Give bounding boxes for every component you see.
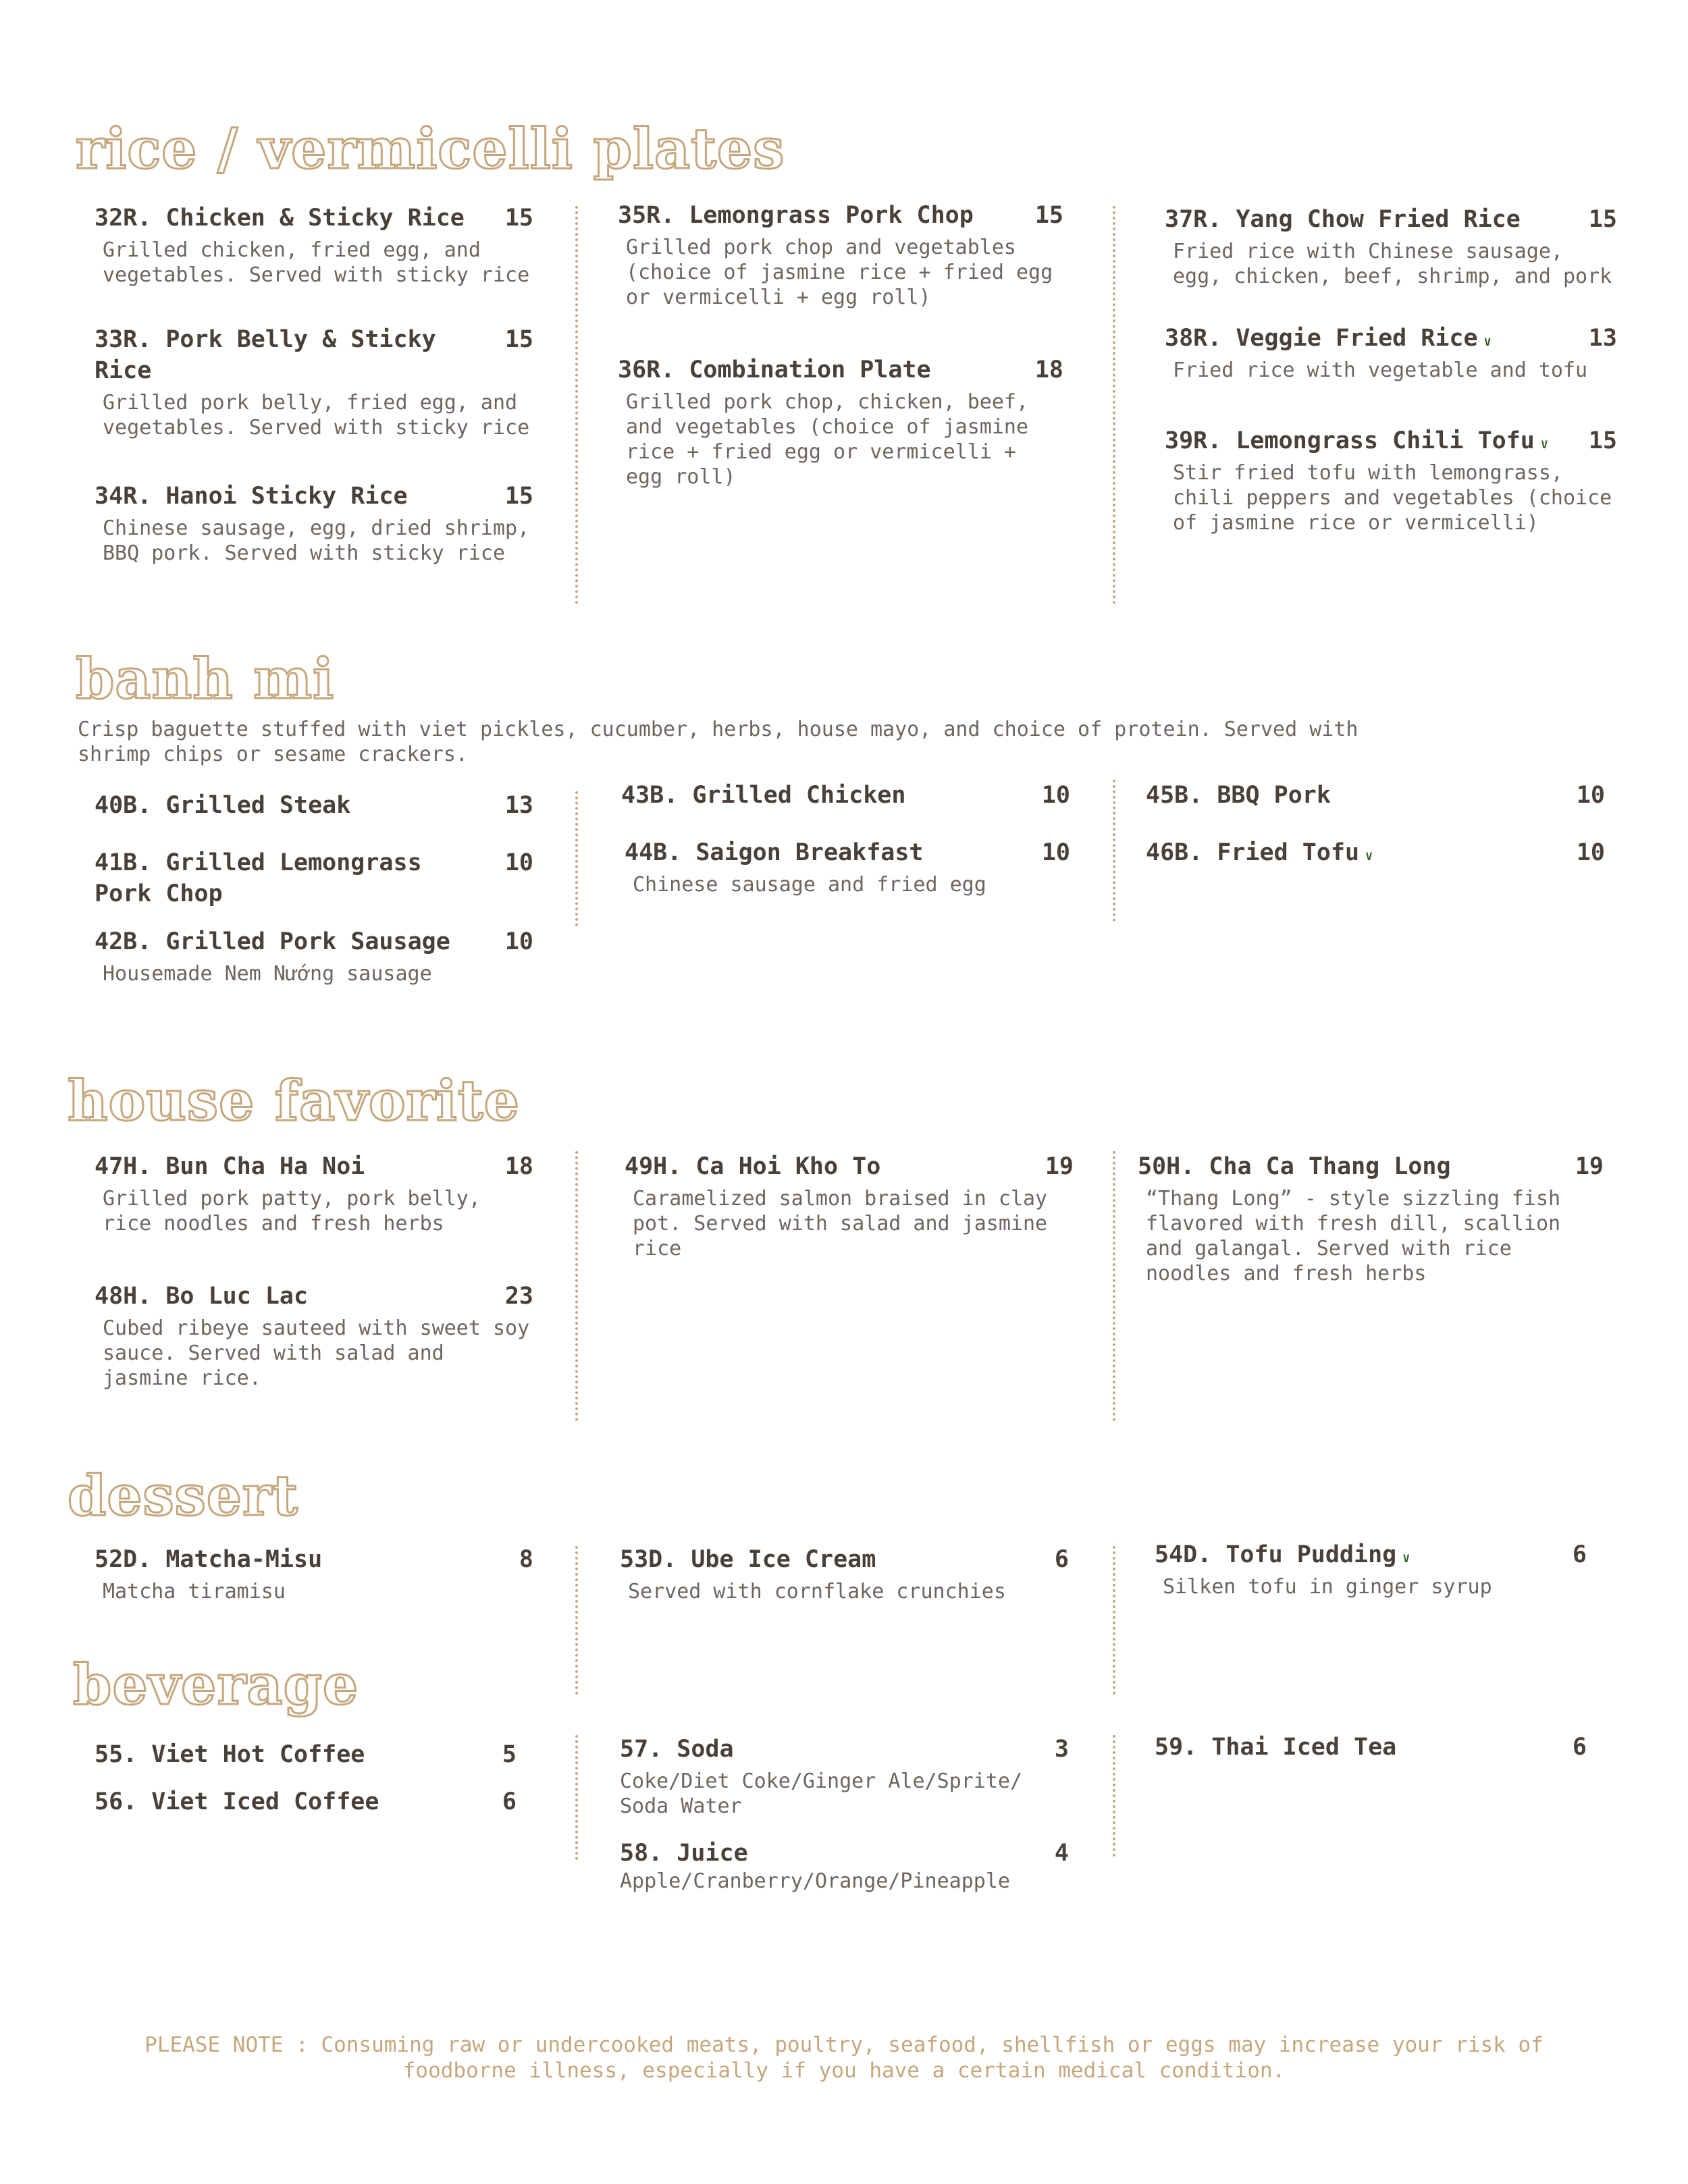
item-description: Grilled pork chop, chicken, beef, and vegetables (choice of jasmine rice + fried egg or vermicelli + egg roll) xyxy=(626,390,1029,489)
menu-item xyxy=(1165,204,1617,289)
menu-item xyxy=(95,847,533,909)
item-description: Chinese sausage and fried egg xyxy=(633,873,986,897)
item-price: 10 xyxy=(1041,782,1070,809)
item-name: 44B. Saigon Breakfast xyxy=(625,839,924,866)
column-divider xyxy=(575,206,578,604)
menu-item xyxy=(625,837,1070,897)
column-divider xyxy=(575,1151,578,1421)
item-price: 10 xyxy=(1576,839,1605,866)
item-price: 19 xyxy=(1575,1153,1604,1180)
column-divider xyxy=(575,1546,578,1695)
item-name: 36R. Combination Plate xyxy=(618,356,931,383)
item-price: 6 xyxy=(1054,1546,1069,1573)
item-price: 15 xyxy=(504,483,533,510)
item-name: 56. Viet Iced Coffee xyxy=(95,1788,379,1815)
item-name: 40B. Grilled Steak xyxy=(95,792,351,819)
section-title-beverage: beverage xyxy=(73,1653,359,1717)
item-description: Grilled pork patty, pork belly, rice noodles and fresh herbs xyxy=(103,1187,481,1235)
item-name: 42B. Grilled Pork Sausage xyxy=(95,928,450,955)
column-divider xyxy=(575,1735,578,1860)
item-name: 58. Juice xyxy=(620,1840,748,1867)
item-description: Apple/Cranberry/Orange/Pineapple xyxy=(620,1869,1010,1893)
menu-item xyxy=(618,200,1063,310)
item-name: 39R. Lemongrass Chili Tofu xyxy=(1165,427,1535,454)
item-price: 15 xyxy=(1034,202,1063,229)
menu-item xyxy=(1146,837,1605,868)
menu-item xyxy=(1165,323,1617,383)
item-description: Cubed ribeye sauteed with sweet soy sauce. Served with salad and jasmine rice. xyxy=(103,1316,530,1390)
menu-item xyxy=(620,1838,1069,1894)
item-description: Chinese sausage, egg, dried shrimp, BBQ pork. Served with sticky rice xyxy=(103,516,530,565)
item-price: 19 xyxy=(1045,1153,1074,1180)
item-price: 15 xyxy=(1588,427,1617,454)
item-price: 6 xyxy=(1572,1541,1587,1568)
item-description: “Thang Long” - style sizzling fish flavored with fresh dill, scallion and galangal. Served with rice noodles and fresh herbs xyxy=(1146,1187,1561,1285)
item-price: 18 xyxy=(1034,356,1063,383)
item-description: Served with cornflake crunchies xyxy=(628,1580,1006,1603)
column-divider xyxy=(1113,1151,1115,1421)
item-description: Stir fried tofu with lemongrass, chili peppers and vegetables (choice of jasmine rice or vermicelli) xyxy=(1173,461,1612,535)
item-price: 4 xyxy=(1054,1840,1069,1867)
item-name: 59. Thai Iced Tea xyxy=(1155,1734,1397,1761)
allergy-disclaimer: PLEASE NOTE : Consuming raw or undercooked meats, poultry, seafood, shellfish or eggs may increase your risk of foodborne illness, especially if you have a certain medical condition. xyxy=(144,2033,1544,2083)
item-description: Fried rice with Chinese sausage, egg, chicken, beef, shrimp, and pork xyxy=(1173,240,1612,288)
item-description: Grilled pork chop and vegetables (choice of jasmine rice + fried egg or vermicelli + egg roll) xyxy=(626,236,1053,309)
item-name: 35R. Lemongrass Pork Chop xyxy=(618,202,974,229)
column-divider xyxy=(1113,1735,1115,1857)
item-description: Fried rice with vegetable and tofu xyxy=(1173,358,1588,382)
menu-item xyxy=(620,1734,1069,1819)
menu-item xyxy=(1138,1151,1604,1286)
item-name: 55. Viet Hot Coffee xyxy=(95,1741,365,1768)
section-title-banh-mi: banh mi xyxy=(76,647,335,712)
item-price: 18 xyxy=(504,1153,533,1180)
item-price: 23 xyxy=(504,1283,533,1310)
item-name: 46B. Fried Tofu xyxy=(1146,839,1360,866)
menu-item xyxy=(95,1281,533,1391)
menu-item xyxy=(95,203,533,288)
vegetarian-badge: V xyxy=(1365,850,1373,863)
item-price: 3 xyxy=(1054,1736,1069,1763)
item-description: Coke/Diet Coke/Ginger Ale/Sprite/ Soda Water xyxy=(620,1769,1023,1818)
menu-item xyxy=(621,780,1070,811)
menu-item xyxy=(95,1544,533,1604)
item-price: 10 xyxy=(504,849,533,876)
item-name: 54D. Tofu Pudding xyxy=(1155,1541,1397,1568)
menu-item xyxy=(1155,1732,1587,1763)
item-description: Housemade Nem Nướng sausage xyxy=(103,962,432,986)
menu-item xyxy=(95,481,533,566)
item-name: 49H. Ca Hoi Kho To xyxy=(625,1153,881,1180)
column-divider xyxy=(1113,206,1115,604)
item-description: Caramelized salmon braised in clay pot. Served with salad and jasmine rice xyxy=(633,1187,1048,1260)
item-description: Grilled pork belly, fried egg, and vegetables. Served with sticky rice xyxy=(103,391,530,440)
menu-item xyxy=(1155,1539,1587,1599)
vegetarian-badge: V xyxy=(1484,336,1491,348)
menu-item xyxy=(1146,780,1605,811)
menu-item xyxy=(618,354,1063,489)
menu-item xyxy=(95,324,533,440)
item-name: 37R. Yang Chow Fried Rice xyxy=(1165,206,1521,233)
section-title-house-favorite: house favorite xyxy=(68,1069,520,1134)
item-price: 15 xyxy=(504,326,533,353)
item-price: 10 xyxy=(504,928,533,955)
item-name: 48H. Bo Luc Lac xyxy=(95,1283,309,1310)
menu-item xyxy=(625,1151,1074,1261)
menu-item xyxy=(95,1786,517,1817)
item-price: 10 xyxy=(1576,782,1605,809)
column-divider xyxy=(575,791,578,926)
menu-item xyxy=(1165,425,1617,535)
section-intro: Crisp baguette stuffed with viet pickles, cucumber, herbs, house mayo, and choice of protein. Served with shrimp chips or sesame crackers. xyxy=(78,718,1359,766)
item-name: 45B. BBQ Pork xyxy=(1146,782,1331,809)
item-name: 47H. Bun Cha Ha Noi xyxy=(95,1153,365,1180)
item-name: 34R. Hanoi Sticky Rice xyxy=(95,483,408,510)
item-description: Grilled chicken, fried egg, and vegetables. Served with sticky rice xyxy=(103,238,530,287)
item-name: 52D. Matcha-Misu xyxy=(95,1546,323,1573)
item-name: 57. Soda xyxy=(620,1736,734,1763)
vegetarian-badge: V xyxy=(1402,1552,1410,1565)
item-name: 53D. Ube Ice Cream xyxy=(620,1546,876,1573)
section-title-rice: rice / vermicelli plates xyxy=(76,117,785,182)
item-price: 6 xyxy=(1572,1734,1587,1761)
item-price: 8 xyxy=(519,1546,533,1573)
item-name: 33R. Pork Belly & Sticky Rice xyxy=(95,326,436,384)
item-price: 15 xyxy=(1588,206,1617,233)
item-description: Matcha tiramisu xyxy=(103,1580,286,1603)
item-name: 41B. Grilled Lemongrass Pork Chop xyxy=(95,849,422,907)
item-price: 6 xyxy=(502,1788,517,1815)
vegetarian-badge: V xyxy=(1541,438,1548,451)
item-name: 38R. Veggie Fried Rice xyxy=(1165,325,1478,352)
menu-item xyxy=(95,1739,517,1770)
item-price: 13 xyxy=(1588,325,1617,352)
item-name: 43B. Grilled Chicken xyxy=(621,782,906,809)
column-divider xyxy=(1113,1546,1115,1695)
item-price: 10 xyxy=(1041,839,1070,866)
menu-item xyxy=(95,926,533,986)
item-price: 15 xyxy=(504,205,533,232)
item-description: Silken tofu in ginger syrup xyxy=(1163,1575,1492,1599)
menu-item xyxy=(95,1151,533,1236)
menu-item xyxy=(620,1544,1069,1604)
item-name: 50H. Cha Ca Thang Long xyxy=(1138,1153,1451,1180)
section-title-dessert: dessert xyxy=(68,1464,299,1528)
column-divider xyxy=(1113,780,1115,922)
item-name: 32R. Chicken & Sticky Rice xyxy=(95,205,465,232)
item-price: 13 xyxy=(504,792,533,819)
menu-item xyxy=(95,790,533,821)
item-price: 5 xyxy=(502,1741,517,1768)
